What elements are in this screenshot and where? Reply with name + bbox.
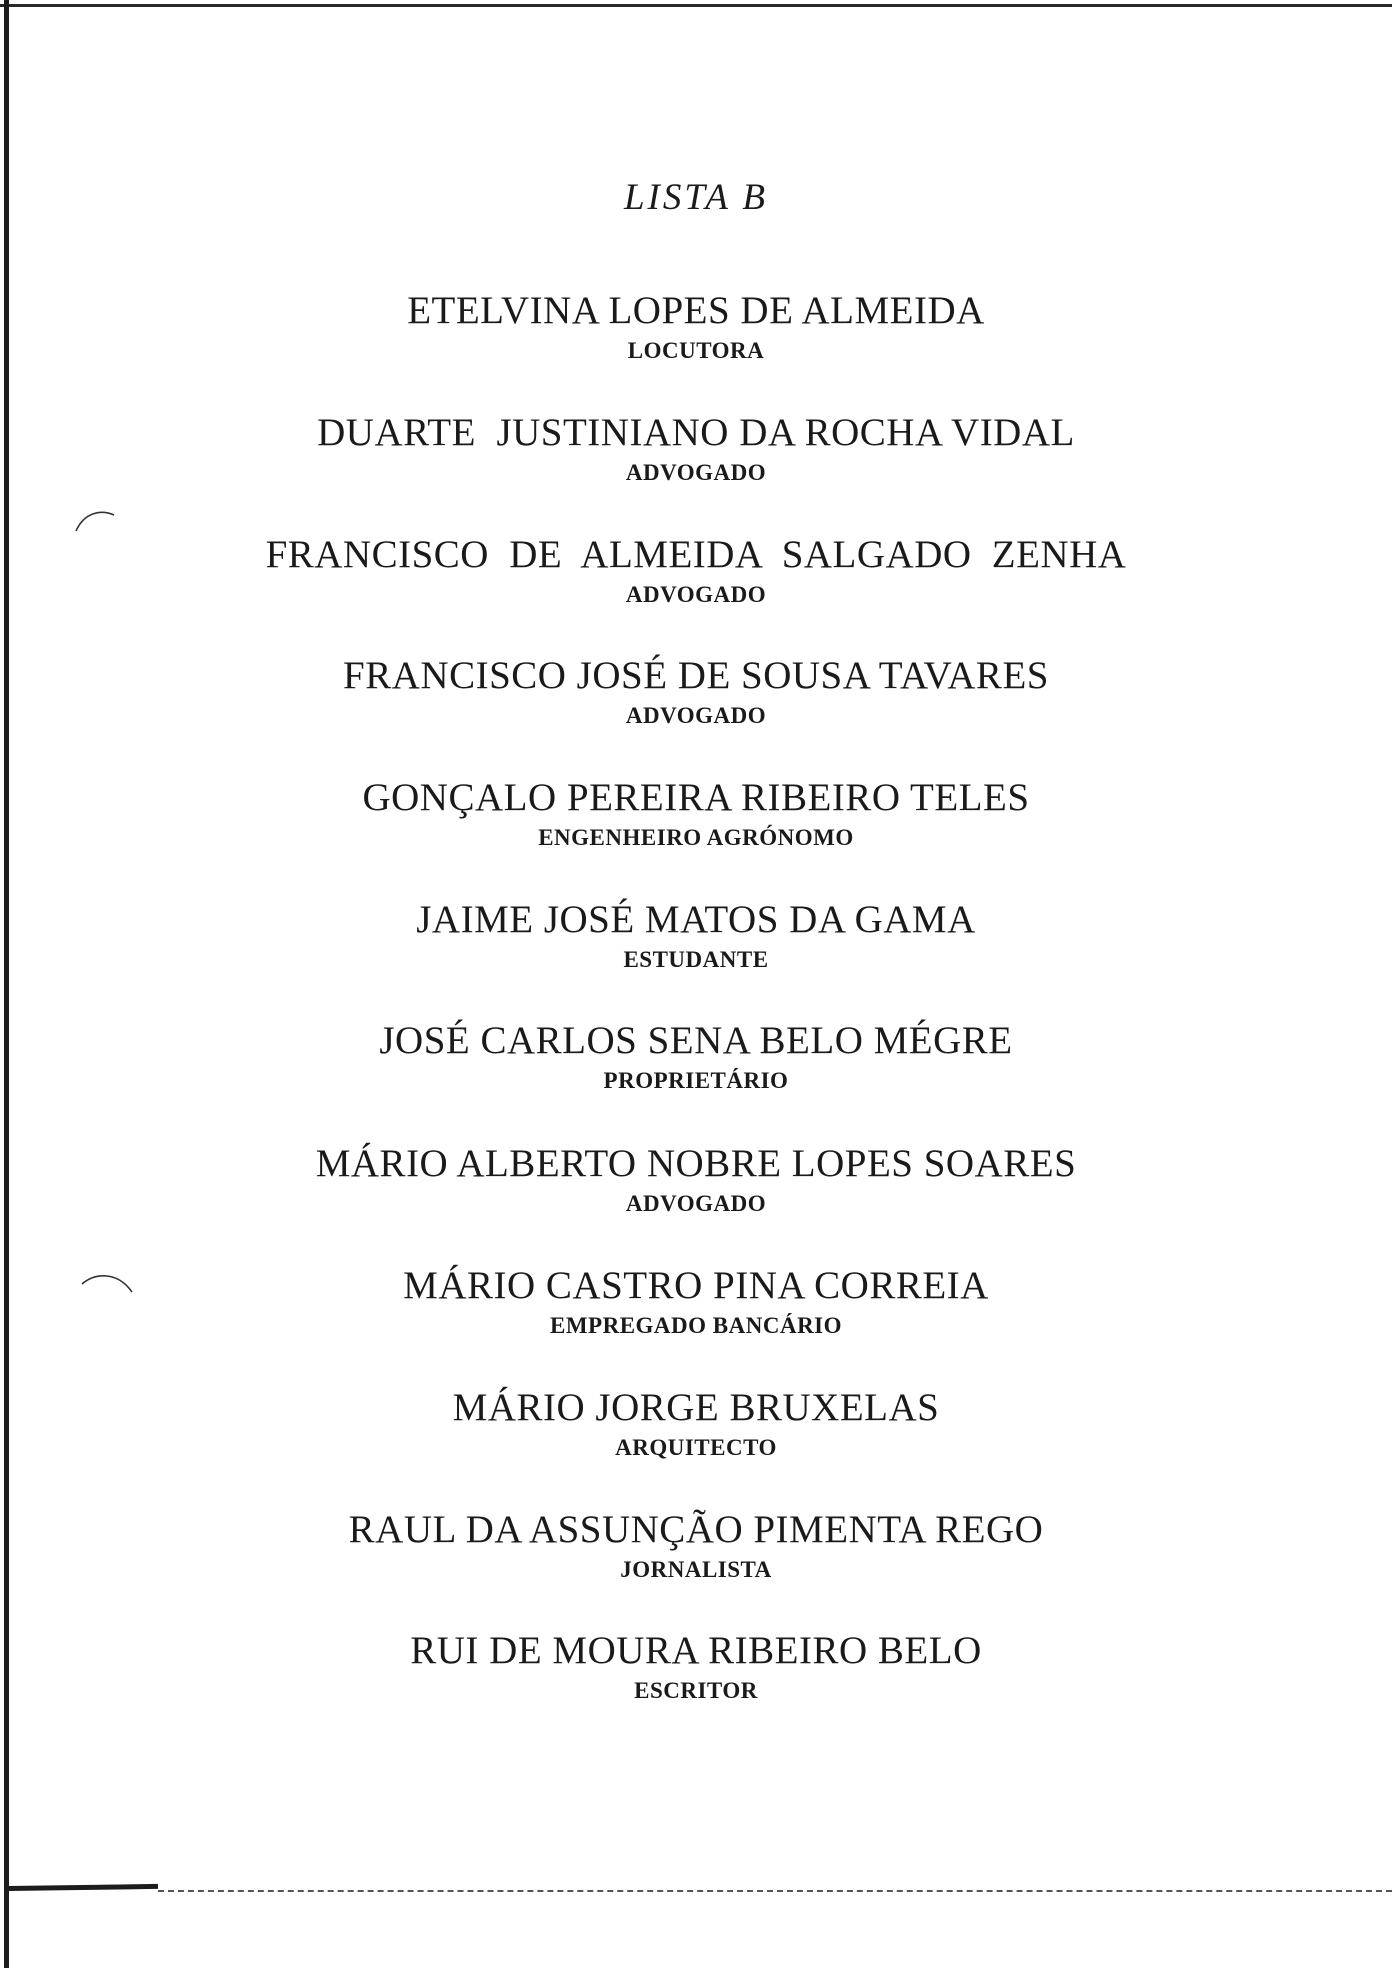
candidate-entry — [0, 532, 1392, 610]
candidate-entry — [0, 1263, 1392, 1341]
candidate-profession: ADVOGADO — [625, 1191, 767, 1216]
candidate-profession: ADVOGADO — [625, 703, 767, 728]
page-bottom-edge-mark — [8, 1884, 158, 1891]
candidate-entry — [0, 410, 1392, 488]
candidate-entry — [0, 1385, 1392, 1463]
candidate-name: DUARTE JUSTINIANO DA ROCHA VIDAL — [317, 411, 1075, 454]
candidate-profession: EMPREGADO BANCÁRIO — [549, 1313, 843, 1338]
list-title: LISTA B — [623, 177, 768, 218]
candidate-name: ETELVINA LOPES DE ALMEIDA — [407, 289, 985, 332]
candidate-profession: ADVOGADO — [625, 460, 767, 485]
candidate-entry — [0, 1507, 1392, 1585]
candidate-profession: ENGENHEIRO AGRÓNOMO — [538, 825, 854, 850]
candidate-entry — [0, 897, 1392, 975]
candidate-name: MÁRIO CASTRO PINA CORREIA — [403, 1264, 989, 1307]
candidate-name: GONÇALO PEREIRA RIBEIRO TELES — [362, 776, 1030, 819]
candidate-entry — [0, 288, 1392, 366]
candidate-name: MÁRIO JORGE BRUXELAS — [452, 1386, 940, 1429]
candidate-name: FRANCISCO DE ALMEIDA SALGADO ZENHA — [265, 533, 1127, 576]
candidate-profession: ADVOGADO — [625, 582, 767, 607]
candidate-entry — [0, 653, 1392, 731]
candidate-profession: LOCUTORA — [627, 338, 765, 363]
candidate-name: FRANCISCO JOSÉ DE SOUSA TAVARES — [343, 654, 1049, 697]
candidate-entry — [0, 1141, 1392, 1219]
candidate-entry — [0, 1628, 1392, 1706]
page-bottom-edge-line — [158, 1890, 1392, 1892]
candidate-name: MÁRIO ALBERTO NOBRE LOPES SOARES — [315, 1142, 1077, 1185]
page-top-edge — [0, 4, 1392, 7]
candidate-profession: JORNALISTA — [620, 1557, 772, 1582]
candidate-name: JAIME JOSÉ MATOS DA GAMA — [416, 898, 976, 941]
candidate-entry — [0, 1018, 1392, 1096]
candidate-profession: PROPRIETÁRIO — [603, 1068, 789, 1093]
candidate-profession: ESCRITOR — [634, 1678, 758, 1703]
candidate-name: RUI DE MOURA RIBEIRO BELO — [410, 1629, 982, 1672]
candidate-name: JOSÉ CARLOS SENA BELO MÉGRE — [379, 1019, 1013, 1062]
candidate-profession: ARQUITECTO — [615, 1435, 777, 1460]
candidate-entry — [0, 775, 1392, 853]
candidate-name: RAUL DA ASSUNÇÃO PIMENTA REGO — [348, 1508, 1044, 1551]
candidate-profession: ESTUDANTE — [623, 947, 769, 972]
